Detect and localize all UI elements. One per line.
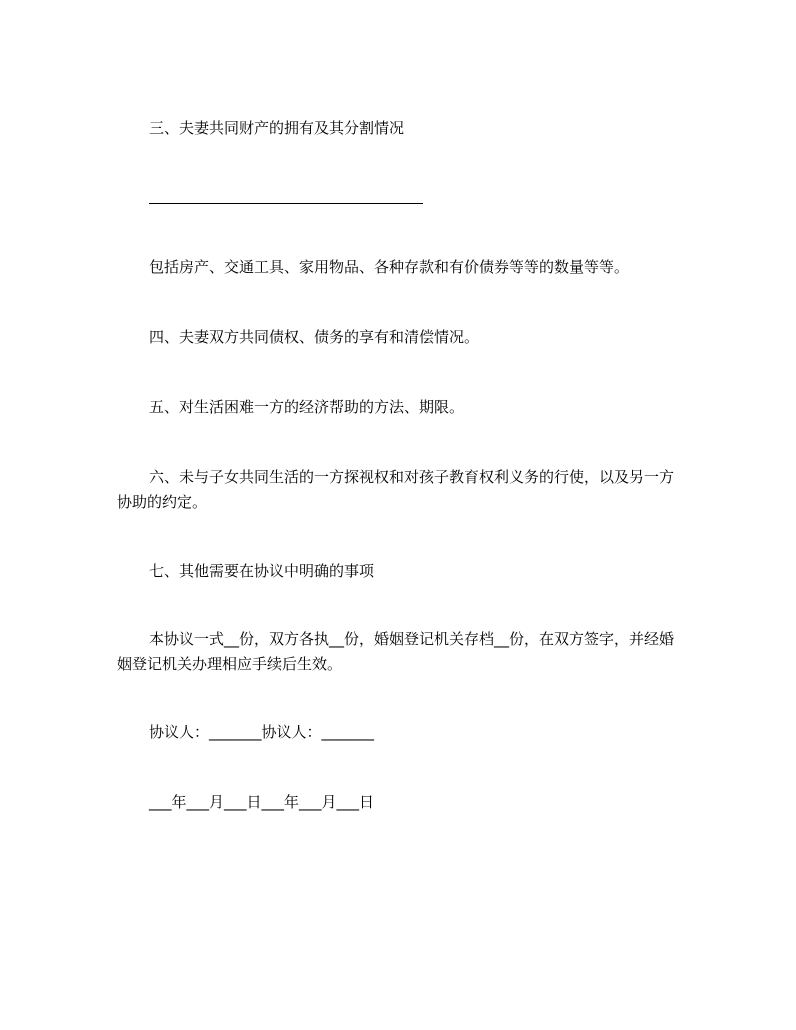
clause-3-detail: 包括房产、交通工具、家用物品、各种存款和有价债券等等的数量等等。 (149, 258, 630, 276)
clause-5: 五、对生活困难一方的经济帮助的方法、期限。 (149, 398, 465, 416)
date-line: ___年___月___日___年___月___日 (149, 793, 375, 811)
blank-fill-line (149, 203, 423, 204)
copies-clause: 本协议一式__份，双方各执__份，婚姻登记机关存档__份，在双方签字，并经婚姻登记机关办理相应手续后生效。 (117, 630, 675, 673)
clause-3-heading: 三、夫妻共同财产的拥有及其分割情况 (149, 119, 405, 137)
signatories-line: 协议人：_______协议人：_______ (149, 723, 375, 741)
clause-4: 四、夫妻双方共同债权、债务的享有和清偿情况。 (149, 328, 480, 346)
clause-7: 七、其他需要在协议中明确的事项 (149, 562, 375, 580)
clause-6: 六、未与子女共同生活的一方探视权和对孩子教育权利义务的行使，以及另一方协助的约定。 (117, 468, 675, 511)
